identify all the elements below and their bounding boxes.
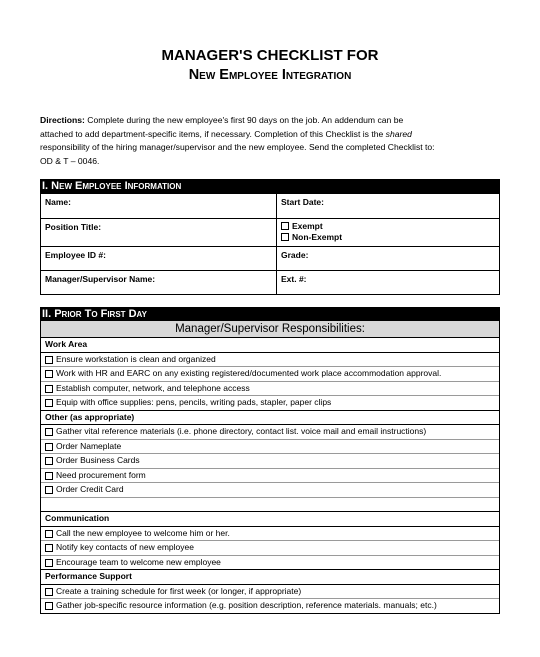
checklist-item — [41, 454, 499, 469]
start-date-label: Start Date: — [281, 197, 324, 207]
grade-field[interactable] — [277, 247, 500, 271]
item-label: Establish computer, network, and telephone access — [56, 382, 250, 393]
exempt-status-cell — [277, 219, 500, 247]
item-checkbox[interactable] — [45, 472, 53, 480]
communication-heading: Communication — [41, 512, 499, 527]
non-exempt-checkbox[interactable] — [281, 233, 289, 241]
item-checkbox[interactable] — [45, 399, 53, 407]
item-label: Gather job-specific resource information (e.g. position description, reference materials. manuals; etc.) — [56, 600, 437, 610]
checklist-item — [41, 541, 499, 556]
directions-line-4: OD & T – 0046. — [40, 155, 100, 166]
other-heading: Other (as appropriate) — [41, 411, 499, 426]
ext-label: Ext. #: — [281, 274, 307, 284]
item-checkbox[interactable] — [45, 602, 53, 610]
item-checkbox[interactable] — [45, 385, 53, 393]
employee-info-table — [40, 193, 500, 295]
directions-line-1: Complete during the new employee's first 90 days on the job. An addendum can be — [84, 115, 404, 125]
checklist-item — [41, 396, 499, 411]
item-checkbox[interactable] — [45, 588, 53, 596]
position-title-label: Position Title: — [45, 222, 102, 232]
non-exempt-label: Non-Exempt — [292, 232, 343, 242]
performance-heading: Performance Support — [41, 570, 499, 585]
item-label: Equip with office supplies: pens, pencils, writing pads, stapler, paper clips — [56, 397, 332, 407]
item-label: Order Nameplate — [56, 440, 122, 451]
section-2-header: II. Prior To First Day — [40, 307, 500, 321]
item-checkbox[interactable] — [45, 370, 53, 378]
name-label: Name: — [45, 197, 71, 207]
directions-shared: shared — [385, 128, 412, 139]
directions-line-3: responsibility of the hiring manager/supervisor and the new employee. Send the completed Checklist to: — [40, 142, 435, 153]
manager-name-label: Manager/Supervisor Name: — [45, 274, 156, 284]
manager-name-field[interactable] — [41, 271, 277, 295]
exempt-checkbox[interactable] — [281, 222, 289, 230]
item-label: Notify key contacts of new employee — [56, 542, 194, 552]
item-label: Call the new employee to welcome him or her. — [56, 527, 230, 538]
item-checkbox[interactable] — [45, 356, 53, 364]
item-label: Encourage team to welcome new employee — [56, 556, 221, 567]
title-line-1: MANAGER'S CHECKLIST FOR — [161, 47, 379, 64]
item-checkbox[interactable] — [45, 530, 53, 538]
item-checkbox[interactable] — [45, 544, 53, 552]
responsibilities-heading: Manager/Supervisor Responsibilities: — [41, 321, 499, 338]
grade-label: Grade: — [281, 250, 309, 260]
exempt-label: Exempt — [292, 221, 323, 231]
work-area-heading: Work Area — [41, 338, 499, 353]
checklist-item — [41, 599, 499, 613]
start-date-field[interactable] — [277, 194, 500, 219]
name-field[interactable] — [41, 194, 277, 219]
checklist-item — [41, 556, 499, 571]
item-checkbox[interactable] — [45, 443, 53, 451]
directions-paragraph — [40, 114, 500, 168]
employee-id-label: Employee ID #: — [45, 250, 106, 260]
section-1-header: I. New Employee Information — [40, 179, 500, 193]
position-title-field[interactable] — [41, 219, 277, 247]
prior-to-first-day-section — [40, 321, 500, 614]
checklist-item — [41, 425, 499, 440]
item-label: Work with HR and EARC on any existing registered/documented work place accommodation approval. — [56, 368, 442, 378]
item-label: Need procurement form — [56, 469, 146, 480]
title-line-2: New Employee Integration — [188, 67, 352, 83]
item-checkbox[interactable] — [45, 486, 53, 494]
ext-field[interactable] — [277, 271, 500, 295]
checklist-item — [41, 440, 499, 455]
checklist-item — [41, 353, 499, 368]
checklist-item — [41, 527, 499, 542]
item-label: Order Credit Card — [56, 484, 124, 494]
item-label: Order Business Cards — [56, 455, 140, 465]
employee-id-field[interactable] — [41, 247, 277, 271]
checklist-item — [41, 585, 499, 600]
blank-row — [41, 498, 499, 513]
item-checkbox[interactable] — [45, 457, 53, 465]
checklist-item — [41, 382, 499, 397]
directions-label: Directions: — [40, 115, 85, 125]
item-checkbox[interactable] — [45, 428, 53, 436]
directions-line-2: attached to add department-specific items, if necessary. Completion of this Checklist is the — [40, 128, 386, 139]
item-checkbox[interactable] — [45, 559, 53, 567]
checklist-item — [41, 367, 499, 382]
item-label: Ensure workstation is clean and organized — [56, 353, 216, 364]
item-label: Create a training schedule for first week (or longer, if appropriate) — [56, 585, 302, 596]
checklist-item — [41, 483, 499, 498]
checklist-item — [41, 469, 499, 484]
item-label: Gather vital reference materials (i.e. phone directory, contact list. voice mail and email instructions) — [56, 426, 427, 436]
